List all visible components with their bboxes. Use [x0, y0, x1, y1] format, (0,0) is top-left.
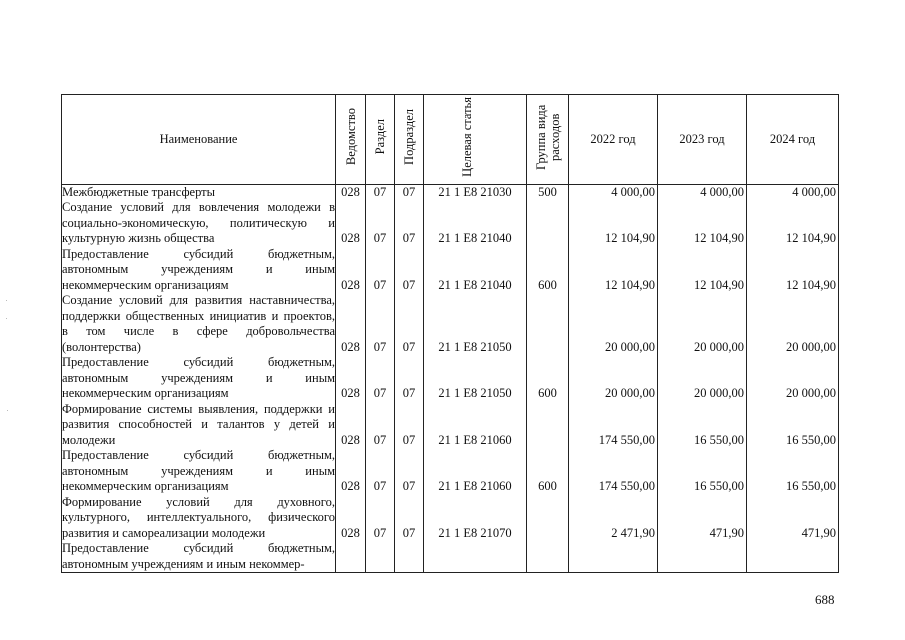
table-row [62, 448, 839, 495]
row-gruppa-cell: 500 [527, 184, 569, 200]
table-row [62, 402, 839, 449]
row-2024-cell: 20 000,00 [747, 355, 839, 402]
row-podrazdel-cell: 07 [395, 184, 424, 200]
table-row [62, 293, 839, 355]
row-name-cell: Создание условий для вовлечения молодежи в социально-экономическую, политическую и культурную жизнь общества [62, 200, 335, 245]
row-razdel-cell: 07 [366, 495, 395, 542]
row-razdel-cell [366, 541, 395, 573]
table-row [62, 355, 839, 402]
table-row [62, 184, 839, 200]
scan-dot [6, 318, 7, 319]
col-header-gruppa [527, 95, 569, 185]
row-razdel-cell: 07 [366, 200, 395, 247]
row-celevaya-cell: 21 1 E8 21060 [424, 402, 527, 449]
budget-table [61, 94, 839, 573]
table-row [62, 541, 839, 573]
row-celevaya-cell: 21 1 E8 21040 [424, 247, 527, 294]
row-gruppa-cell [527, 200, 569, 247]
col-header-2023: 2023 год [658, 95, 747, 185]
row-name-cell: Предоставление субсидий бюджетным, автономным учреждениям и иным некоммерческим организациям [62, 355, 335, 400]
row-2023-cell: 16 550,00 [658, 448, 747, 495]
row-celevaya-cell: 21 1 E8 21050 [424, 293, 527, 355]
row-2023-cell: 12 104,90 [658, 200, 747, 247]
row-podrazdel-cell [395, 541, 424, 573]
row-2022-cell: 12 104,90 [569, 247, 658, 294]
row-2023-cell: 16 550,00 [658, 402, 747, 449]
row-razdel-cell: 07 [366, 184, 395, 200]
row-2022-cell: 20 000,00 [569, 293, 658, 355]
row-vedomstvo-cell: 028 [336, 200, 366, 247]
row-2024-cell: 12 104,90 [747, 247, 839, 294]
row-vedomstvo-cell: 028 [336, 355, 366, 402]
row-gruppa-cell [527, 495, 569, 542]
row-2024-cell: 471,90 [747, 495, 839, 542]
row-podrazdel-cell: 07 [395, 402, 424, 449]
row-podrazdel-cell: 07 [395, 448, 424, 495]
col-header-2024: 2024 год [747, 95, 839, 185]
row-2024-cell: 16 550,00 [747, 402, 839, 449]
row-gruppa-cell: 600 [527, 355, 569, 402]
col-header-name: Наименование [62, 95, 336, 185]
row-2024-cell: 4 000,00 [747, 184, 839, 200]
row-name-cell: Предоставление субсидий бюджетным, автономным учреждениям и иным некоммерческим организациям [62, 246, 335, 292]
table-row [62, 247, 839, 294]
row-gruppa-cell: 600 [527, 448, 569, 495]
col-header-celevaya-label: Целевая статья [460, 97, 474, 177]
row-2022-cell: 4 000,00 [569, 184, 658, 200]
row-celevaya-cell: 21 1 E8 21050 [424, 355, 527, 402]
row-2022-cell: 2 471,90 [569, 495, 658, 542]
row-celevaya-cell: 21 1 E8 21030 [424, 184, 527, 200]
row-2024-cell [747, 541, 839, 573]
row-gruppa-cell [527, 541, 569, 573]
row-razdel-cell: 07 [366, 247, 395, 294]
row-podrazdel-cell: 07 [395, 355, 424, 402]
row-podrazdel-cell: 07 [395, 495, 424, 542]
row-podrazdel-cell: 07 [395, 200, 424, 247]
row-razdel-cell: 07 [366, 355, 395, 402]
row-2023-cell: 12 104,90 [658, 247, 747, 294]
row-2022-cell: 174 550,00 [569, 402, 658, 449]
row-razdel-cell: 07 [366, 448, 395, 495]
table-row [62, 495, 839, 542]
row-celevaya-cell: 21 1 E8 21040 [424, 200, 527, 247]
row-vedomstvo-cell: 028 [336, 184, 366, 200]
row-2023-cell: 471,90 [658, 495, 747, 542]
col-header-podrazdel [395, 95, 424, 185]
col-header-vedomstvo-label: Ведомство [343, 108, 358, 166]
col-header-razdel-label: Раздел [373, 119, 387, 155]
row-vedomstvo-cell [336, 541, 366, 573]
row-gruppa-cell [527, 402, 569, 449]
row-2024-cell: 12 104,90 [747, 200, 839, 247]
row-celevaya-cell: 21 1 E8 21070 [424, 495, 527, 542]
row-name-cell: Предоставление субсидий бюджетным, автономным учреждениям и иным некоммерческим организациям [62, 448, 335, 493]
col-header-gruppa-label: Группа вида расходов [533, 104, 562, 170]
row-vedomstvo-cell: 028 [336, 402, 366, 449]
table-header [62, 95, 839, 185]
row-celevaya-cell: 21 1 E8 21060 [424, 448, 527, 495]
row-2022-cell [569, 541, 658, 573]
row-2024-cell: 20 000,00 [747, 293, 839, 355]
col-header-podrazdel-label: Подраздел [402, 109, 416, 165]
row-name-cell: Создание условий для развития наставничества, поддержки общественных инициатив и проектов, в том числе в сфере добровольчества (волонтерства) [62, 293, 335, 354]
row-2022-cell: 20 000,00 [569, 355, 658, 402]
row-2023-cell [658, 541, 747, 573]
row-celevaya-cell [424, 541, 527, 573]
row-razdel-cell: 07 [366, 402, 395, 449]
row-gruppa-cell: 600 [527, 247, 569, 294]
row-name-cell: Формирование условий для духовного, культурного, интеллектуального, физического развития и самореализации молодежи [62, 494, 335, 540]
row-vedomstvo-cell: 028 [336, 247, 366, 294]
row-name-cell: Формирование системы выявления, поддержки и развития способностей и талантов у детей и молодежи [62, 401, 335, 447]
row-2023-cell: 4 000,00 [658, 184, 747, 200]
row-vedomstvo-cell: 028 [336, 293, 366, 355]
row-2023-cell: 20 000,00 [658, 293, 747, 355]
row-razdel-cell: 07 [366, 293, 395, 355]
scan-dot [6, 300, 7, 301]
row-2023-cell: 20 000,00 [658, 355, 747, 402]
row-podrazdel-cell: 07 [395, 293, 424, 355]
row-2022-cell: 174 550,00 [569, 448, 658, 495]
table-body [62, 184, 839, 573]
row-2022-cell: 12 104,90 [569, 200, 658, 247]
row-gruppa-cell [527, 293, 569, 355]
col-header-celevaya [424, 95, 527, 185]
col-header-2022: 2022 год [569, 95, 658, 185]
table-row [62, 200, 839, 247]
scan-dot [7, 410, 8, 411]
col-header-vedomstvo [336, 95, 366, 185]
row-name-cell: Предоставление субсидий бюджетным, автономным учреждениям и иным некоммер- [62, 541, 335, 571]
page-number: 688 [815, 592, 835, 607]
row-vedomstvo-cell: 028 [336, 495, 366, 542]
row-2024-cell: 16 550,00 [747, 448, 839, 495]
row-name-cell: Межбюджетные трансферты [62, 184, 336, 200]
row-vedomstvo-cell: 028 [336, 448, 366, 495]
col-header-razdel [366, 95, 395, 185]
row-podrazdel-cell: 07 [395, 247, 424, 294]
